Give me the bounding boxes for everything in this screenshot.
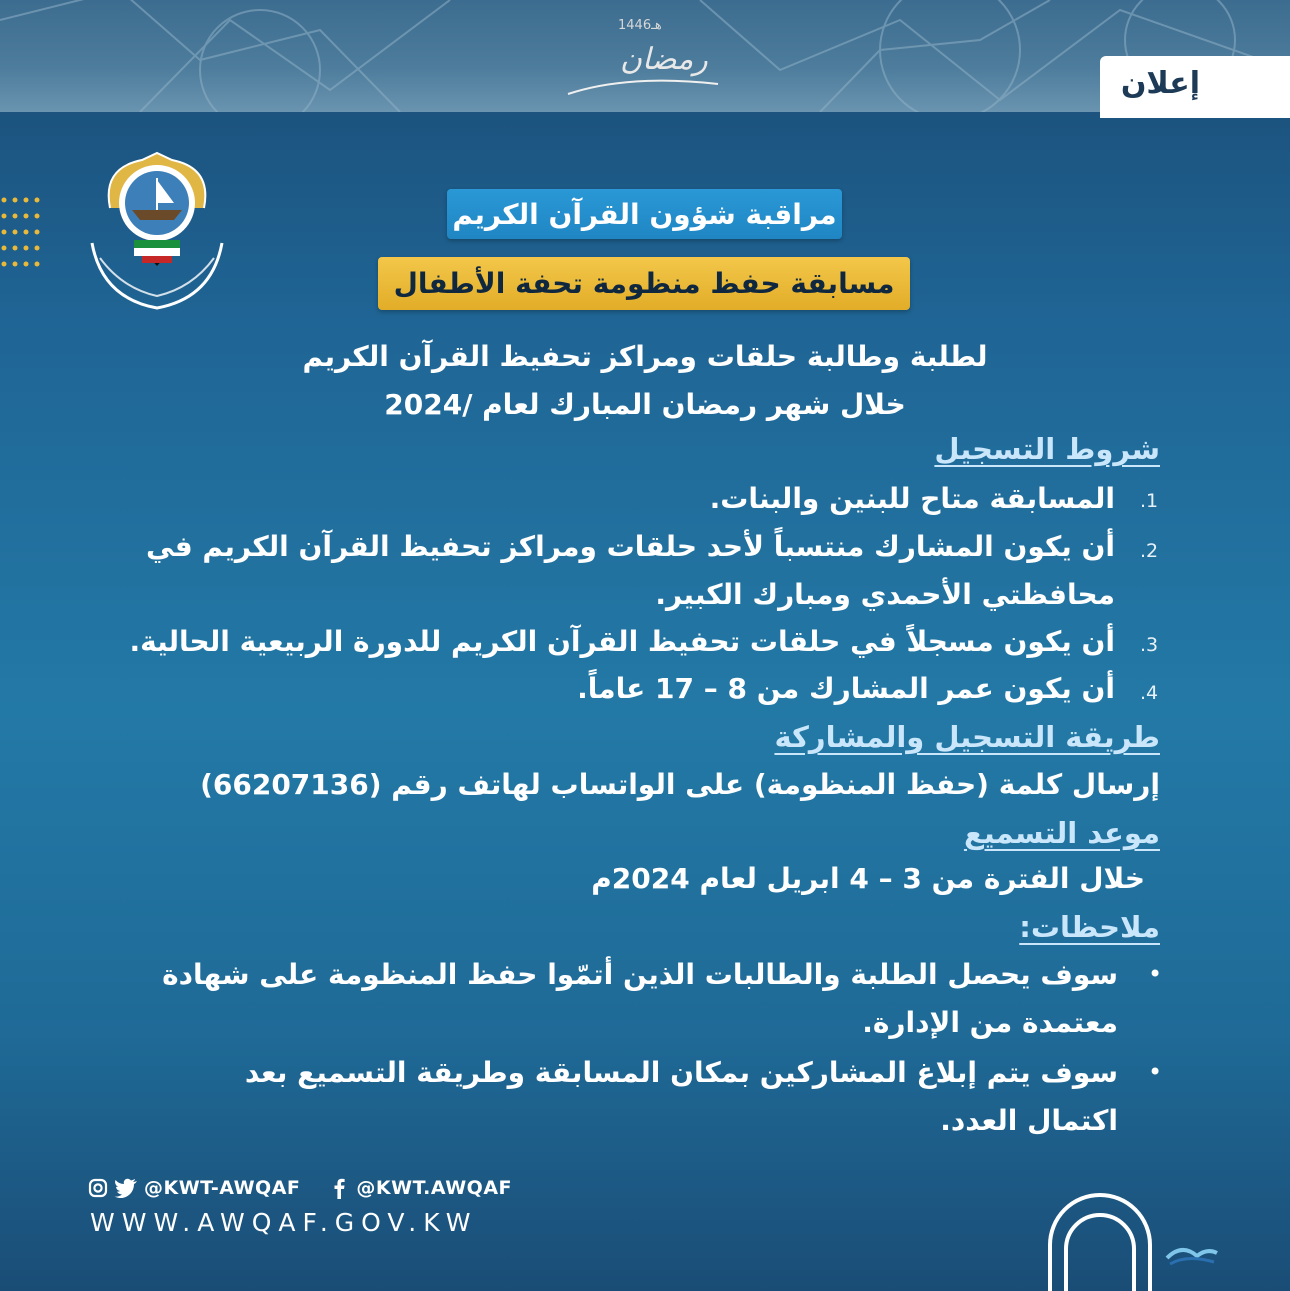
recitation-title: موعد التسميع — [963, 816, 1160, 850]
condition-line: محافظتي الأحمدي ومبارك الكبير. — [655, 578, 1115, 611]
note-line: معتمدة من الإدارة. — [862, 1006, 1118, 1039]
ramadan-year: 1446هـ — [618, 18, 662, 33]
social-handles — [88, 1177, 512, 1199]
notes-title: ملاحظات: — [1019, 910, 1160, 944]
handle-facebook[interactable]: @KWT.AWQAF — [356, 1177, 513, 1199]
bullet-icon: • — [1148, 1058, 1163, 1086]
intro-line-2: خلال شهر رمضان المبارك لعام /2024 — [384, 388, 906, 421]
twitter-icon[interactable] — [114, 1178, 138, 1198]
bullet-icon: • — [1148, 960, 1163, 988]
ministry-emblem-icon — [82, 148, 232, 318]
registration-title: شروط التسجيل — [934, 432, 1160, 466]
decorative-arch — [1040, 1185, 1160, 1291]
department-badge: مراقبة شؤون القرآن الكريم — [447, 189, 842, 239]
condition-line: المسابقة متاح للبنين والبنات. — [709, 482, 1115, 515]
item-number: .2 — [1140, 540, 1159, 562]
method-text: إرسال كلمة (حفظ المنظومة) على الواتساب لهاتف رقم (66207136) — [200, 768, 1160, 801]
decorative-dots — [0, 195, 40, 270]
item-number: .3 — [1140, 634, 1159, 656]
note-line: اكتمال العدد. — [940, 1104, 1118, 1137]
ramadan-wordmark: رمضان — [620, 42, 708, 77]
method-title: طريقة التسجيل والمشاركة — [774, 720, 1160, 754]
condition-line: أن يكون المشارك منتسباً لأحد حلقات ومراكز تحفيظ القرآن الكريم في — [146, 530, 1115, 563]
facebook-icon[interactable] — [328, 1177, 350, 1199]
announcement-label: إعلان — [1120, 66, 1200, 101]
instagram-icon[interactable] — [88, 1178, 108, 1198]
corner-logo-icon — [1162, 1228, 1222, 1268]
recitation-text: خلال الفترة من 3 – 4 ابريل لعام 2024م — [591, 862, 1145, 895]
handle-instagram-twitter[interactable]: @KWT-AWQAF — [144, 1177, 301, 1199]
note-line: سوف يحصل الطلبة والطالبات الذين أتمّوا حفظ المنظومة على شهادة — [162, 958, 1118, 991]
condition-line: أن يكون عمر المشارك من 8 – 17 عاماً. — [577, 672, 1115, 705]
item-number: .1 — [1140, 490, 1159, 512]
competition-badge: مسابقة حفظ منظومة تحفة الأطفال — [378, 257, 910, 310]
website-url[interactable]: WWW.AWQAF.GOV.KW — [90, 1208, 478, 1237]
intro-line-1: لطلبة وطالبة حلقات ومراكز تحفيظ القرآن الكريم — [302, 340, 988, 373]
item-number: .4 — [1140, 682, 1159, 704]
condition-line: أن يكون مسجلاً في حلقات تحفيظ القرآن الكريم للدورة الربيعية الحالية. — [129, 625, 1115, 658]
note-line: سوف يتم إبلاغ المشاركين بمكان المسابقة وطريقة التسميع بعد — [244, 1056, 1118, 1089]
